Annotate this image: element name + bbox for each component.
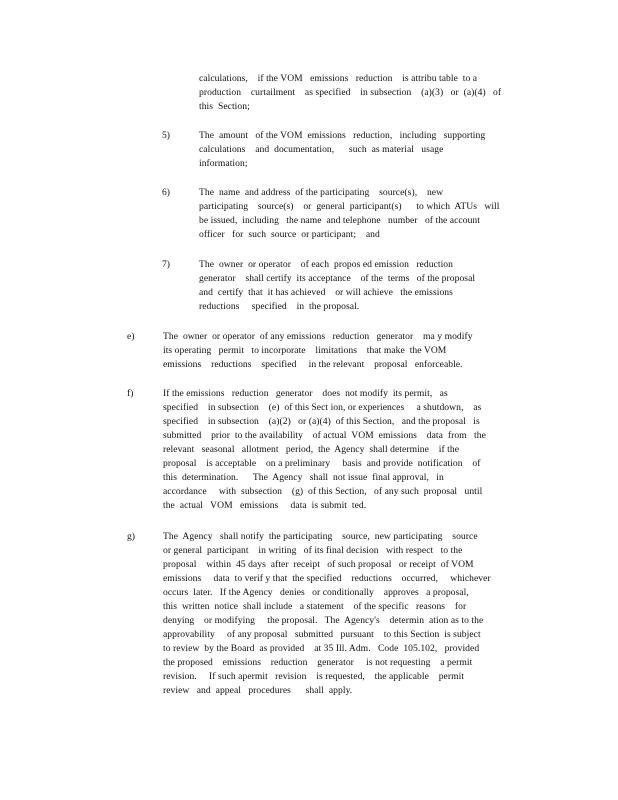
text-line: occurs later. If the Agency denies or conditionally approves a proposal, — [163, 587, 469, 598]
text-line: this Section; — [199, 101, 250, 112]
text-line: calculations and documentation, such as material usage — [199, 144, 444, 155]
text-line: production curtailment as specified in subsection (a)(3) or (a)(4) of — [199, 87, 502, 98]
text-line: The owner or operator of each propos ed emission reduction — [199, 259, 453, 270]
text-line: proposal within 45 days after receipt of such proposal or receipt of VOM — [163, 559, 474, 570]
text-line: emissions data to verif y that the specified reductions occurred, whichever — [163, 573, 491, 584]
item-e-marker: e) — [127, 331, 135, 342]
text-line: emissions reductions specified in the relevant proposal enforceable. — [163, 359, 463, 370]
text-line: relevant seasonal allotment period, the Agency shall determine if the — [163, 444, 460, 455]
text-line: review and appeal procedures shall apply. — [163, 685, 353, 696]
text-line: approvability of any proposal submitted pursuant to this Section is subject — [163, 629, 481, 640]
text-line: accordance with subsection (g) of this Section, of any such proposal until — [163, 486, 483, 497]
text-line: If the emissions reduction generator does not modify its permit, as — [163, 388, 448, 399]
text-line: or general participant in writing of its final decision with respect to the — [163, 545, 463, 556]
item-5-marker: 5) — [162, 130, 170, 141]
item-g-marker: g) — [127, 531, 135, 542]
text-line: the actual VOM emissions data is submit ted. — [163, 500, 367, 511]
text-line: this written notice shall include a statement of the specific reasons for — [163, 601, 467, 612]
text-line: specified in subsection (e) of this Sect ion, or experiences a shutdown, as — [163, 402, 482, 413]
text-line: the proposed emissions reduction generator is not requesting a permit — [163, 657, 473, 668]
text-line: be issued, including the name and telephone number of the account — [199, 215, 480, 226]
text-line: and certify that it has achieved or will achieve the emissions — [199, 287, 453, 298]
item-f-marker: f) — [127, 388, 134, 399]
item-7-marker: 7) — [162, 259, 170, 270]
text-line: reductions specified in the proposal. — [199, 301, 360, 312]
text-line: this determination. The Agency shall not issue final approval, in — [163, 472, 444, 483]
text-line: The owner or operator of any emissions reduction generator ma y modify — [163, 331, 473, 342]
text-line: proposal is acceptable on a preliminary basis and provide notification of — [163, 458, 481, 469]
text-line: The Agency shall notify the participating source, new participating source — [163, 531, 478, 542]
text-line: officer for such source or participant; and — [199, 229, 380, 240]
text-line: participating source(s) or general participant(s) to which ATUs will — [199, 201, 500, 212]
text-line: generator shall certify its acceptance of the terms of the proposal — [199, 273, 476, 284]
text-line: information; — [199, 158, 248, 169]
text-line: submitted prior to the availability of actual VOM emissions data from the — [163, 430, 486, 441]
text-line: calculations, if the VOM emissions reduction is attribu table to a — [199, 73, 478, 84]
text-line: The name and address of the participating source(s), new — [199, 187, 444, 198]
text-line: revision. If such apermit revision is requested, the applicable permit — [163, 671, 465, 682]
text-line: to review by the Board as provided at 35 Ill. Adm. Code 105.102, provided — [163, 643, 480, 654]
text-line: denying or modifying the proposal. The Agency's determin ation as to the — [163, 615, 484, 626]
text-line: specified in subsection (a)(2) or (a)(4) of this Section, and the proposal is — [163, 416, 480, 427]
item-6-marker: 6) — [162, 187, 170, 198]
text-line: The amount of the VOM emissions reduction, including supporting — [199, 130, 486, 141]
text-line: its operating permit to incorporate limitations that make the VOM — [163, 345, 447, 356]
